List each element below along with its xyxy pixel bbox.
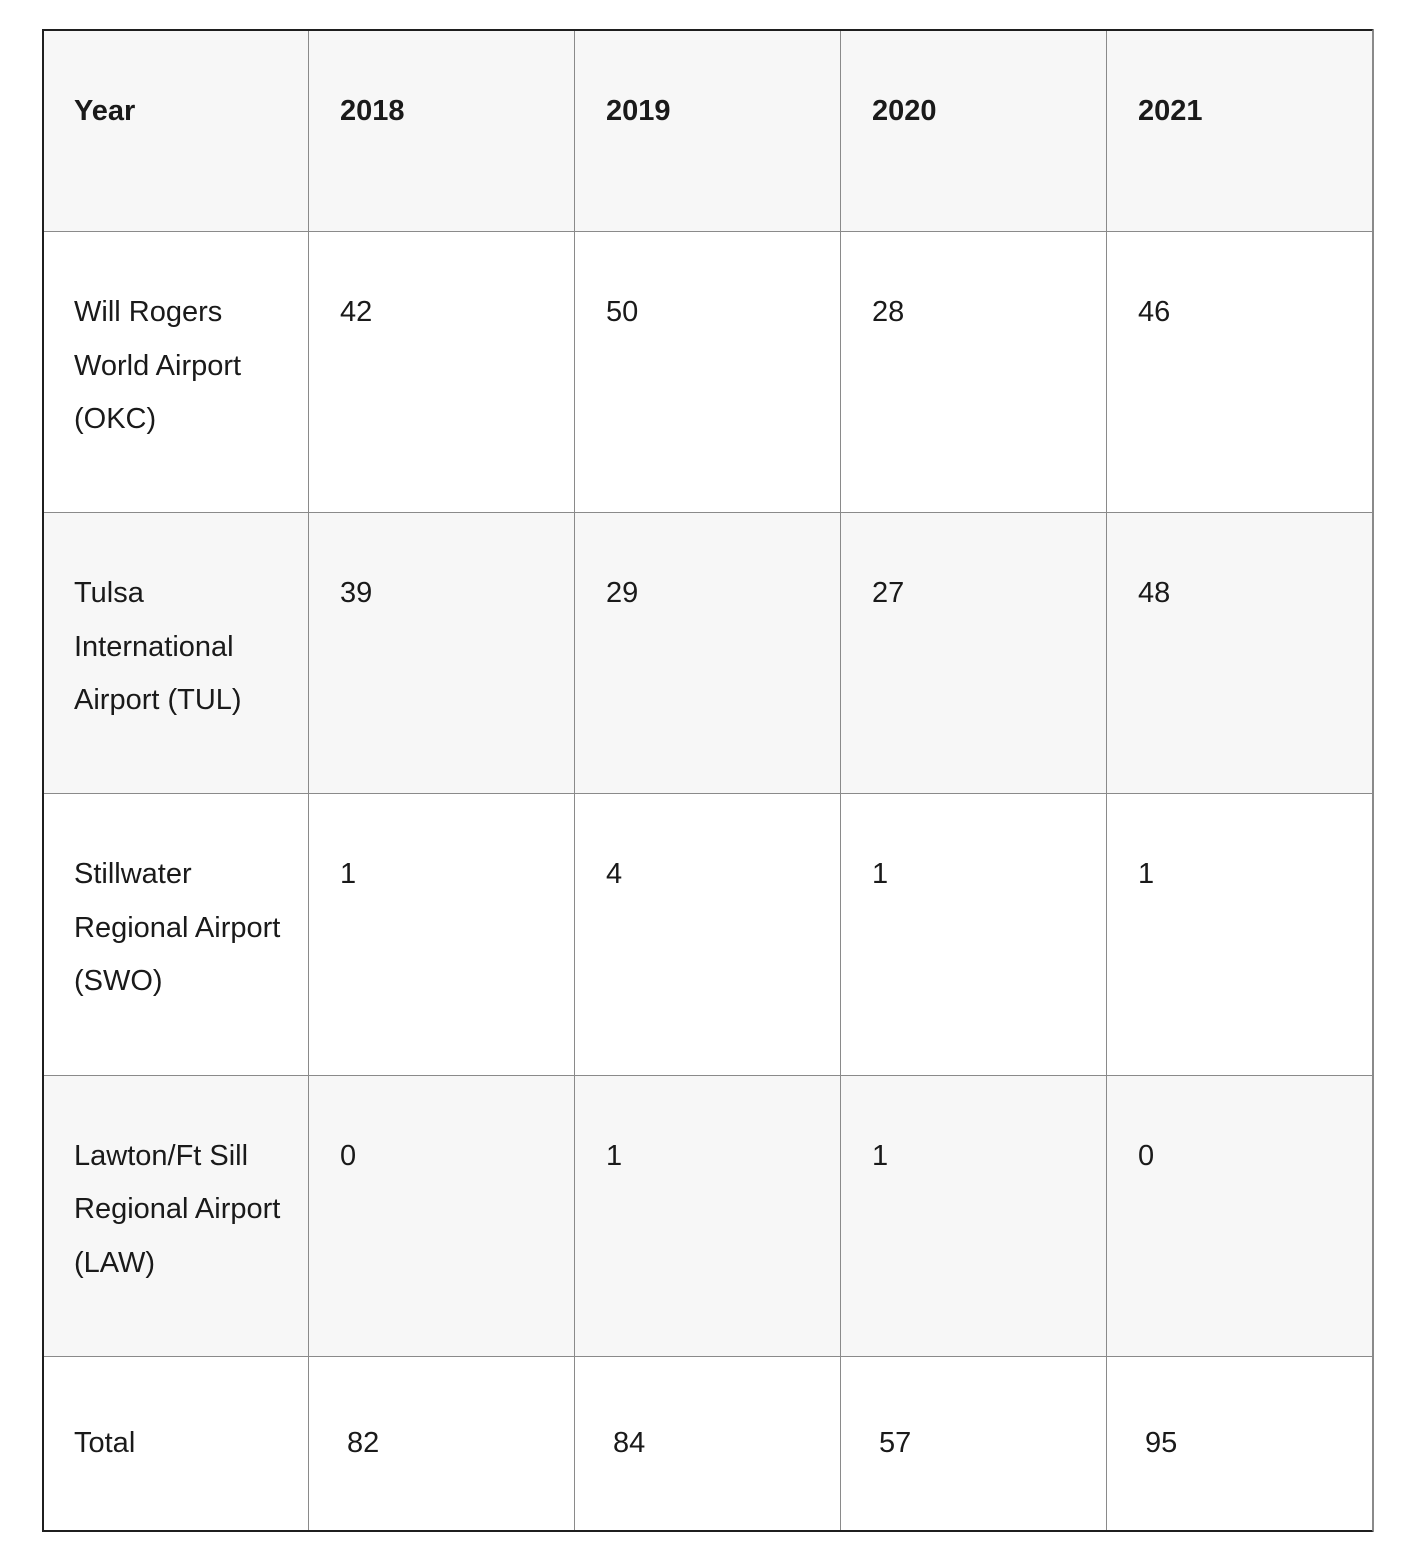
table-row-total <box>43 1356 1374 1531</box>
value-cell: 48 <box>1107 513 1374 794</box>
value-cell: 1 <box>841 794 1107 1075</box>
table-row-okc <box>43 232 1374 513</box>
total-value-cell: 57 <box>841 1356 1107 1531</box>
airport-name-cell: Stillwater Regional Airport (SWO) <box>43 794 309 1075</box>
value-cell: 28 <box>841 232 1107 513</box>
airport-name-cell: Tulsa International Airport (TUL) <box>43 513 309 794</box>
total-value-cell: 82 <box>309 1356 575 1531</box>
value-cell: 29 <box>575 513 841 794</box>
header-cell-2020: 2020 <box>841 30 1107 232</box>
value-cell: 0 <box>1107 1075 1374 1356</box>
airport-table-container <box>42 29 1373 1532</box>
airport-name-cell: Will Rogers World Airport (OKC) <box>43 232 309 513</box>
total-value-cell: 95 <box>1107 1356 1374 1531</box>
header-cell-2021: 2021 <box>1107 30 1374 232</box>
total-value-cell: 84 <box>575 1356 841 1531</box>
value-cell: 4 <box>575 794 841 1075</box>
value-cell: 1 <box>309 794 575 1075</box>
table-row-law <box>43 1075 1374 1356</box>
total-label-cell: Total <box>43 1356 309 1531</box>
header-cell-2019: 2019 <box>575 30 841 232</box>
airport-name-cell: Lawton/Ft Sill Regional Airport (LAW) <box>43 1075 309 1356</box>
value-cell: 1 <box>841 1075 1107 1356</box>
value-cell: 27 <box>841 513 1107 794</box>
value-cell: 1 <box>575 1075 841 1356</box>
value-cell: 50 <box>575 232 841 513</box>
table-header-row <box>43 30 1374 232</box>
value-cell: 39 <box>309 513 575 794</box>
value-cell: 46 <box>1107 232 1374 513</box>
airport-table <box>42 29 1374 1532</box>
header-cell-year: Year <box>43 30 309 232</box>
value-cell: 1 <box>1107 794 1374 1075</box>
value-cell: 0 <box>309 1075 575 1356</box>
table-row-swo <box>43 794 1374 1075</box>
header-cell-2018: 2018 <box>309 30 575 232</box>
table-row-tul <box>43 513 1374 794</box>
value-cell: 42 <box>309 232 575 513</box>
